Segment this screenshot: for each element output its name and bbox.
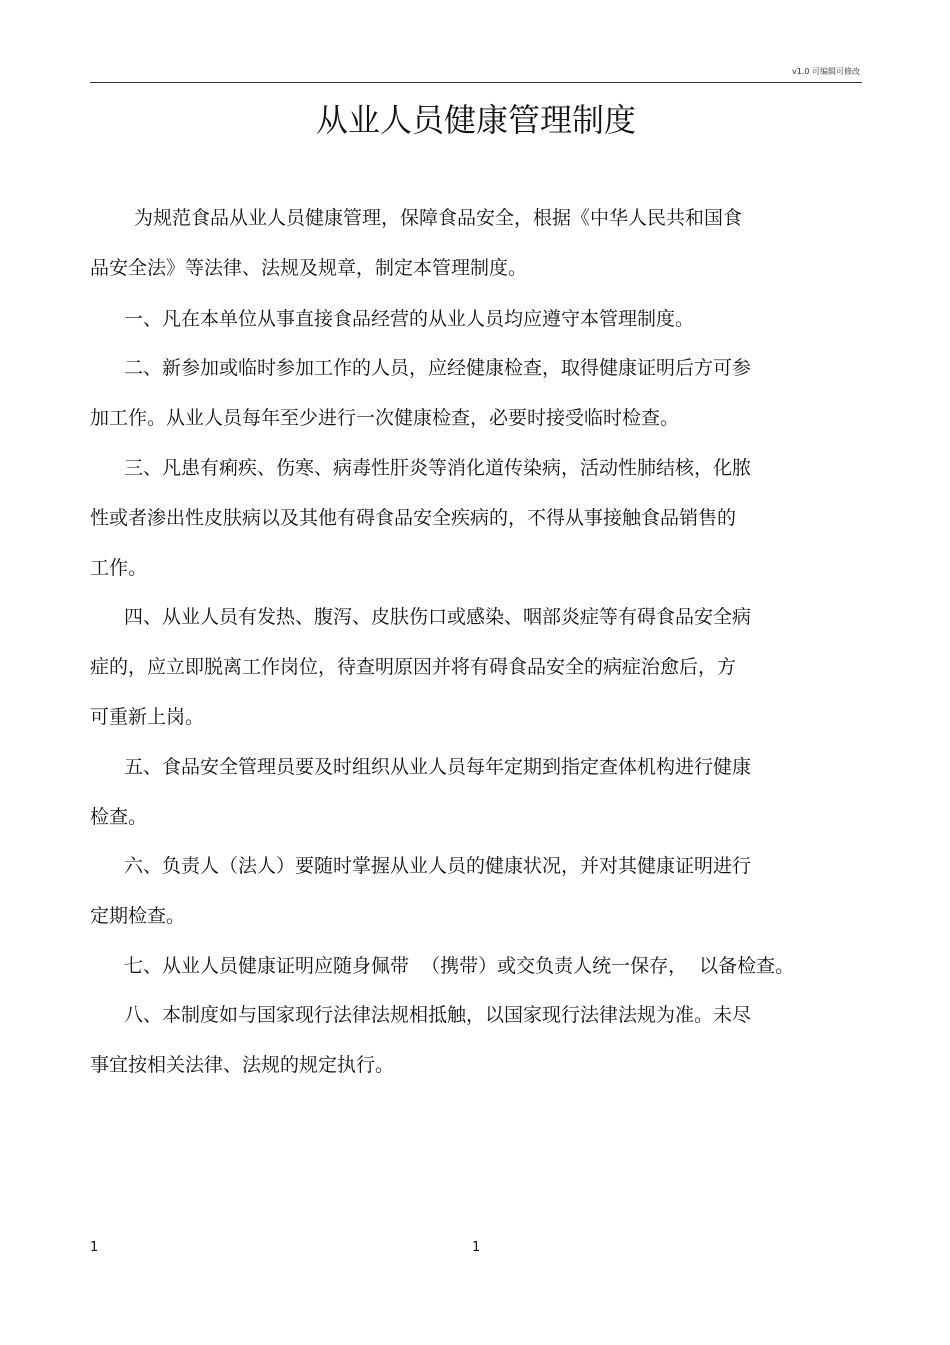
paragraph-intro-line-2: 品安全法》等法律、法规及规章，制定本管理制度。 <box>90 257 528 279</box>
clause-3-line-2: 性或者渗出性皮肤病以及其他有碍食品安全疾病的，不得从事接触食品销售的 <box>90 507 737 529</box>
clause-8-line-2: 事宜按相关法律、法规的规定执行。 <box>90 1054 395 1076</box>
clause-7-line-1: 七、从业人员健康证明应随身佩带 （携带）或交负责人统一保存， 以备检查。 <box>124 955 795 977</box>
clause-8-line-1: 八、本制度如与国家现行法律法规相抵触，以国家现行法律法规为准。未尽 <box>124 1004 752 1026</box>
document-title: 从业人员健康管理制度 <box>315 101 636 139</box>
header-version-note: v1.0 可编辑可修改 <box>792 67 860 76</box>
clause-2-line-1: 二、新参加或临时参加工作的人员，应经健康检查，取得健康证明后方可参 <box>124 357 752 379</box>
clause-4-line-2: 症的，应立即脱离工作岗位，待查明原因并将有碍食品安全的病症治愈后，方 <box>90 656 737 678</box>
clause-3-line-3: 工作。 <box>90 557 148 579</box>
paragraph-intro-line-1: 为规范食品从业人员健康管理，保障食品安全，根据《中华人民共和国食 <box>134 207 743 229</box>
clause-4-line-3: 可重新上岗。 <box>90 706 205 728</box>
clause-4-line-1: 四、从业人员有发热、腹泻、皮肤伤口或感染、咽部炎症等有碍食品安全病 <box>124 606 752 628</box>
clause-3-line-1: 三、凡患有痢疾、伤寒、病毒性肝炎等消化道传染病，活动性肺结核，化脓 <box>124 457 752 479</box>
clause-1-line-1: 一、凡在本单位从事直接食品经营的从业人员均应遵守本管理制度。 <box>124 308 695 330</box>
footer-page-number-left: 1 <box>90 1240 99 1255</box>
clause-6-line-2: 定期检查。 <box>90 905 186 927</box>
header-rule <box>90 82 862 83</box>
clause-5-line-2: 检查。 <box>90 806 148 828</box>
clause-2-line-2: 加工作。从业人员每年至少进行一次健康检查，必要时接受临时检查。 <box>90 407 680 429</box>
clause-6-line-1: 六、负责人（法人）要随时掌握从业人员的健康状况，并对其健康证明进行 <box>124 855 752 877</box>
clause-5-line-1: 五、食品安全管理员要及时组织从业人员每年定期到指定查体机构进行健康 <box>124 756 752 778</box>
footer-page-number-center: 1 <box>472 1240 481 1255</box>
